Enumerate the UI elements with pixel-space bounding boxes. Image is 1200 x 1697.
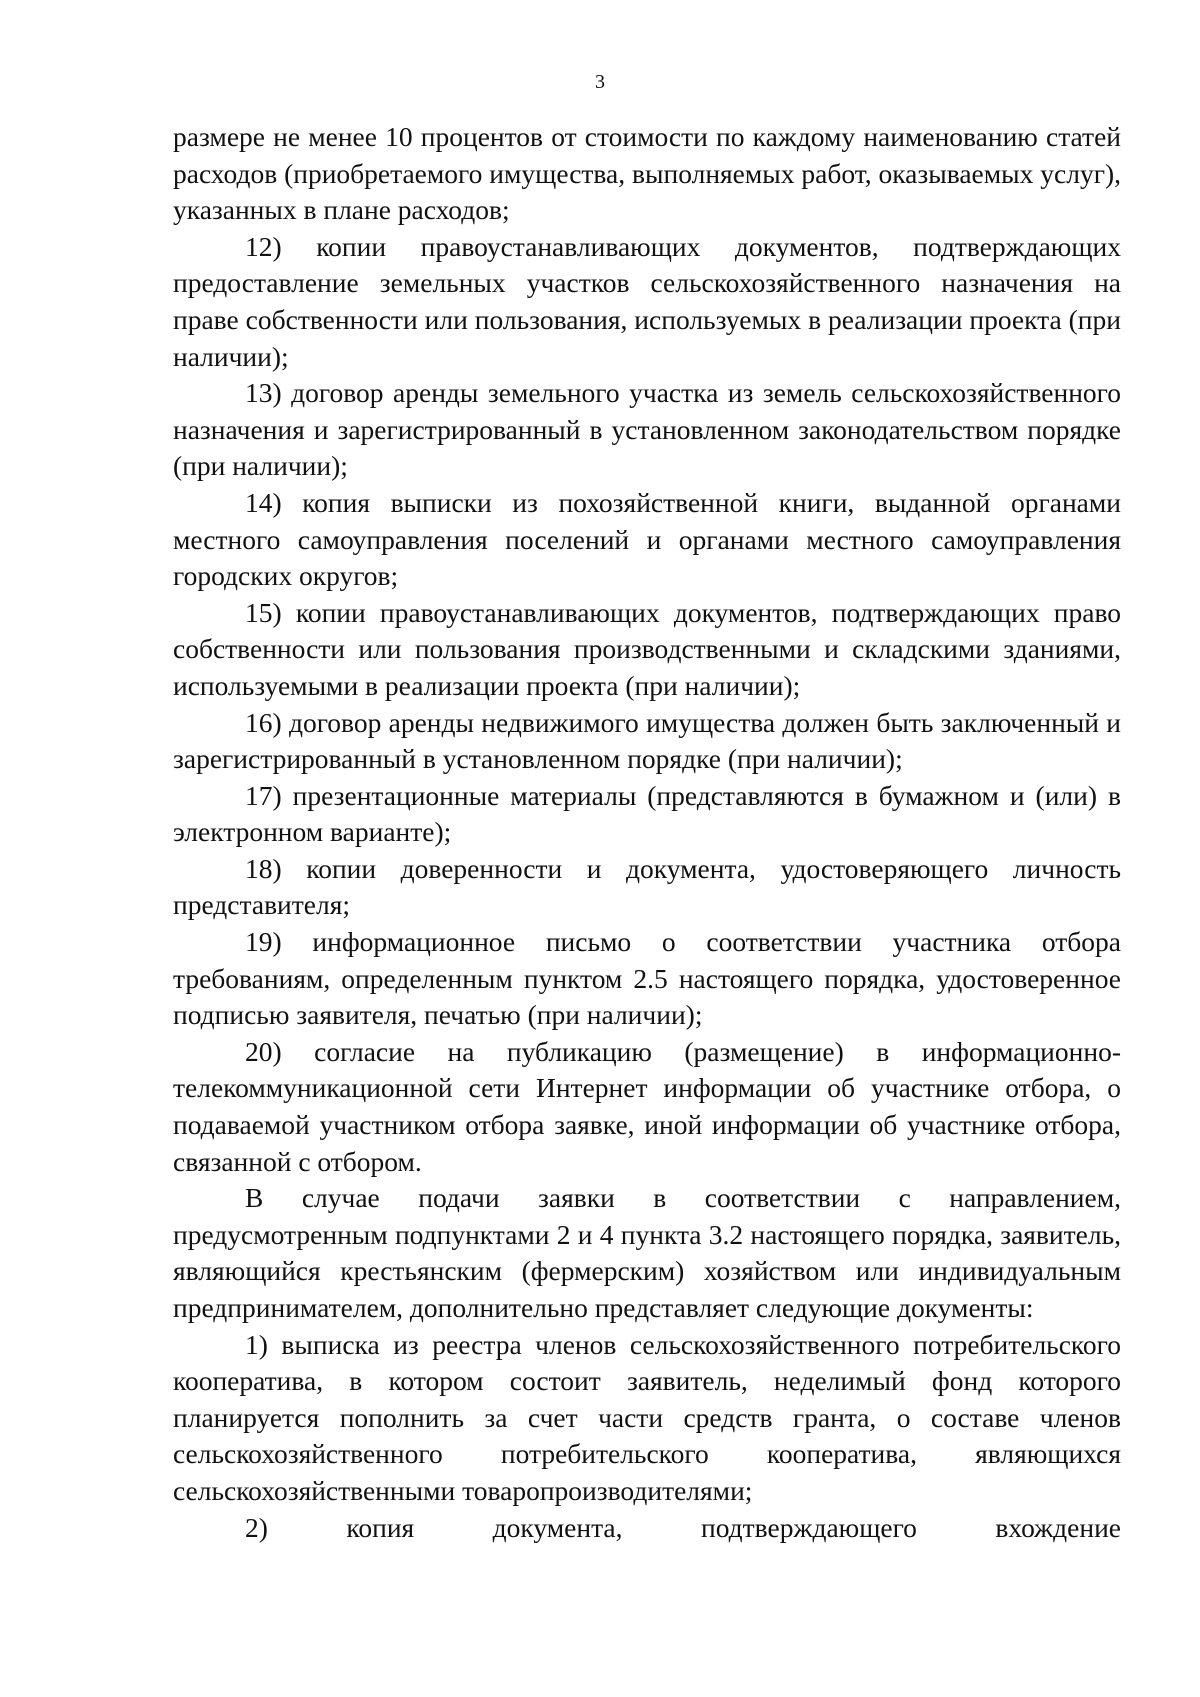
paragraph-item-12: 12) копии правоустанавливающих документов, подтверждающих предоставление земельных участков сельскохозяйственного назначения на праве собственности или пользования, используемых в реализации проекта (при наличии); <box>173 230 1121 372</box>
paragraph-item-19: 19) информационное письмо о соответствии участника отбора требованиям, определенным пунктом 2.5 настоящего порядка, удостоверенное подписью заявителя, печатью (при наличии); <box>173 926 1121 1031</box>
page-number: 3 <box>595 71 605 93</box>
paragraph-item-16: 16) договор аренды недвижимого имущества должен быть заключенный и зарегистрированный в установленном порядке (при наличии); <box>173 706 1121 775</box>
paragraph-item-14: 14) копия выписки из похозяйственной книги, выданной органами местного самоуправления поселений и органами местного самоуправления городских округов; <box>173 486 1121 592</box>
paragraph-sub-item-2: 2) копия документа, подтверждающего вхождение <box>245 1511 1121 1543</box>
document-body <box>173 119 1121 1546</box>
paragraph-item-20: 20) согласие на публикацию (размещение) в информационно-телекоммуникационной сети Интернет информации об участнике отбора, о подаваемой участником отбора заявке, иной информации об участнике отбора, связанной с отбором. <box>173 1035 1121 1177</box>
paragraph-item-17: 17) презентационные материалы (представляются в бумажном и (или) в электронном варианте); <box>173 779 1121 848</box>
paragraph-sub-item-1: 1) выписка из реестра членов сельскохозяйственного потребительского кооператива, в котором состоит заявитель, неделимый фонд которого планируется пополнить за счет части средств гранта, о составе членов сельскохозяйственного потребительского кооператива, являющихся сельскохозяйственными товаропроизводителями; <box>173 1328 1121 1506</box>
paragraph-continuation: размере не менее 10 процентов от стоимости по каждому наименованию статей расходов (приобретаемого имущества, выполняемых работ, оказываемых услуг), указанных в плане расходов; <box>173 121 1121 226</box>
paragraph-item-15: 15) копии правоустанавливающих документов, подтверждающих право собственности или пользования производственными и складскими зданиями, используемыми в реализации проекта (при наличии); <box>173 596 1121 701</box>
paragraph-item-18: 18) копии доверенности и документа, удостоверяющего личность представителя; <box>173 852 1121 921</box>
paragraph-item-13: 13) договор аренды земельного участка из земель сельскохозяйственного назначения и зарегистрированный в установленном законодательством порядке (при наличии); <box>173 377 1121 482</box>
paragraph-additional-documents: В случае подачи заявки в соответствии с направлением, предусмотренным подпунктами 2 и 4 пункта 3.2 настоящего порядка, заявитель, являющийся крестьянским (фермерским) хозяйством или индивидуальным предпринимателем, дополнительно представляет следующие документы: <box>173 1182 1121 1323</box>
